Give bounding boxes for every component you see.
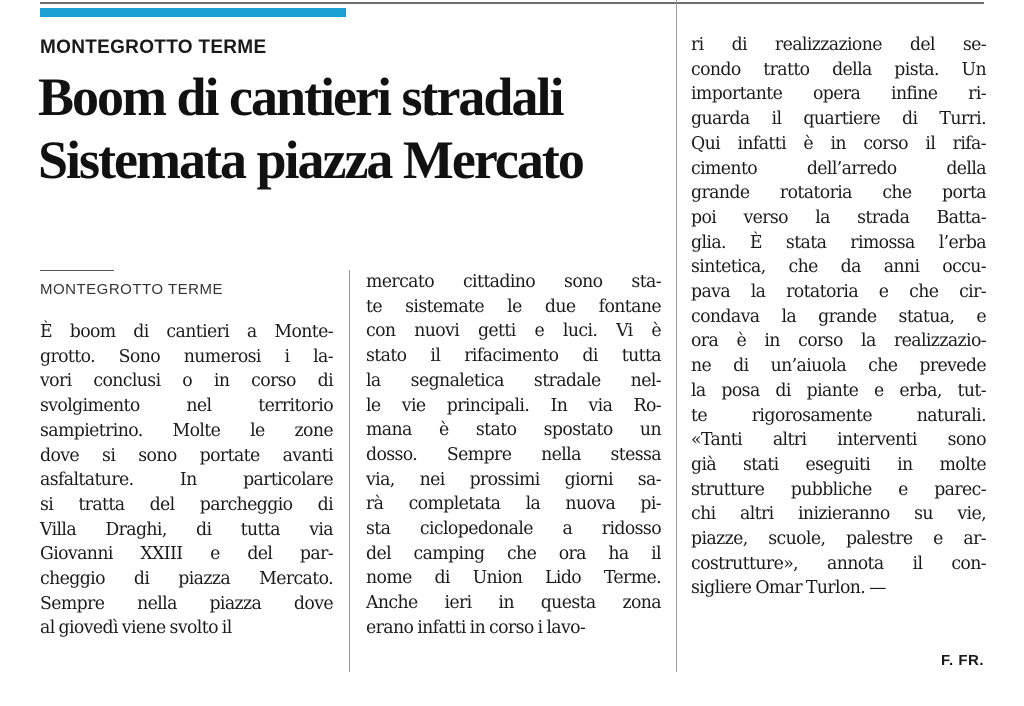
text-line: piazze, scuole, palestre e ar-	[691, 529, 986, 550]
article-headline	[38, 66, 678, 192]
text-line: cheggio di piazza Mercato.	[40, 569, 333, 590]
headline-line: Boom di cantieri stradali	[38, 67, 563, 127]
text-line: del camping che ora ha il	[366, 543, 661, 564]
text-line: nome di Union Lido Terme.	[366, 568, 661, 589]
article-column-3	[691, 33, 986, 601]
text-line: te rigorosamente naturali.	[691, 405, 986, 426]
text-line: Sempre nella piazza dove	[40, 593, 333, 614]
byline-rule	[40, 270, 114, 271]
text-line: svolgimento nel territorio	[40, 396, 333, 417]
text-line: «Tanti altri interventi sono	[691, 430, 986, 451]
section-accent-bar	[40, 8, 346, 17]
text-line: guarda il quartiere di Turri.	[691, 109, 986, 130]
text-line: glia. È stata rimossa l’erba	[691, 232, 986, 253]
text-line: stato il rifacimento di tutta	[366, 346, 661, 367]
text-line: la posa di piante e erba, tut-	[691, 380, 986, 401]
text-line: sintetica, che da anni occu-	[691, 257, 986, 278]
text-line: È boom di cantieri a Monte-	[40, 322, 333, 342]
text-line: Giovanni XXIII e del par-	[40, 544, 333, 565]
text-line: mana è stato spostato un	[366, 420, 661, 441]
text-line: via, nei prossimi giorni sa-	[366, 469, 661, 490]
column-divider	[349, 270, 350, 672]
text-line: al giovedì viene svolto il	[40, 618, 232, 639]
article-byline: MONTEGROTTO TERME	[40, 281, 223, 298]
text-line: ne di un’aiuola che prevede	[691, 356, 986, 377]
top-rule	[40, 2, 984, 4]
article-column-1	[40, 320, 333, 641]
text-line: la segnaletica stradale nel-	[366, 370, 661, 391]
text-line: con nuovi getti e luci. Vi è	[366, 321, 661, 342]
text-line: le vie principali. In via Ro-	[366, 395, 661, 416]
text-line: grande rotatoria che porta	[691, 183, 986, 204]
text-line: asfaltature. In particolare	[40, 470, 333, 491]
text-line: sampietrino. Molte le zone	[40, 420, 333, 441]
text-line: ri di realizzazione del se-	[691, 35, 986, 55]
text-line: sta ciclopedonale a ridosso	[366, 519, 661, 540]
text-line: importante opera infine ri-	[691, 84, 986, 105]
article-signature: F. FR.	[941, 652, 984, 669]
column-divider	[676, 0, 677, 672]
text-line: dove si sono portate avanti	[40, 445, 333, 466]
text-line: dosso. Sempre nella stessa	[366, 444, 661, 465]
text-line: rà completata la nuova pi-	[366, 494, 661, 515]
text-line: costrutture», annota il con-	[691, 553, 986, 574]
text-line: te sistemate le due fontane	[366, 296, 661, 317]
text-line: cimento dell’arredo della	[691, 158, 986, 179]
article-kicker: MONTEGROTTO TERME	[40, 37, 267, 58]
text-line: Villa Draghi, di tutta via	[40, 519, 333, 540]
text-line: condava la grande statua, e	[691, 306, 986, 327]
text-line: sigliere Omar Turlon. —	[691, 578, 886, 599]
text-line: già stati eseguiti in molte	[691, 454, 986, 475]
text-line: si tratta del parcheggio di	[40, 494, 333, 515]
text-line: pava la rotatoria e che cir-	[691, 282, 986, 303]
text-line: chi altri inizieranno su vie,	[691, 504, 986, 525]
text-line: poi verso la strada Batta-	[691, 207, 986, 228]
text-line: strutture pubbliche e parec-	[691, 479, 986, 500]
text-line: mercato cittadino sono sta-	[366, 272, 661, 292]
text-line: condo tratto della pista. Un	[691, 59, 986, 80]
text-line: grotto. Sono numerosi i la-	[40, 346, 333, 367]
text-line: Qui infatti è in corso il rifa-	[691, 133, 986, 154]
text-line: ora è in corso la realizzazio-	[691, 331, 986, 352]
text-line: vori conclusi o in corso di	[40, 371, 333, 392]
article-column-2	[366, 270, 661, 641]
headline-line: Sistemata piazza Mercato	[38, 130, 583, 190]
text-line: erano infatti in corso i lavo-	[366, 617, 586, 638]
text-line: Anche ieri in questa zona	[366, 593, 661, 614]
